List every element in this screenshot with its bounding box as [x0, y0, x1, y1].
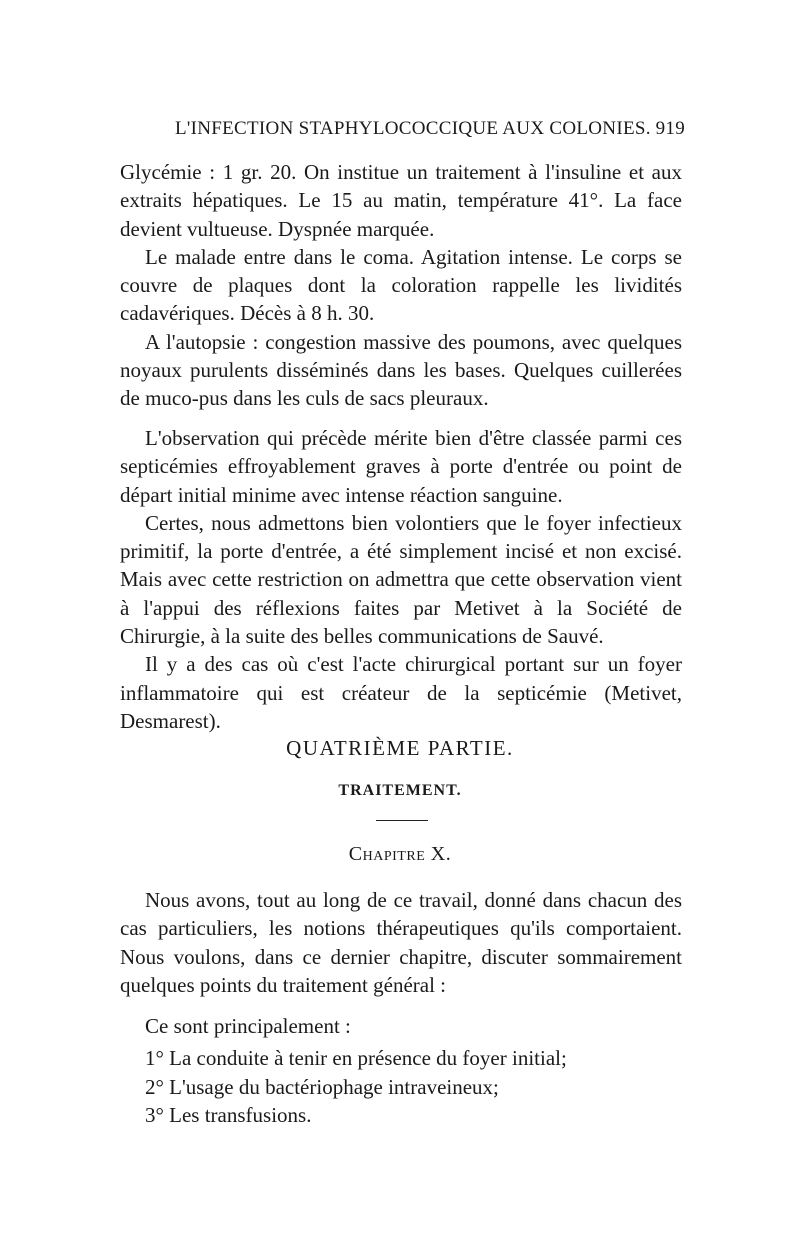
commentary-text	[120, 424, 682, 735]
paragraph: Il y a des cas où c'est l'acte chirurgical portant sur un foyer inflammatoire qui est créateur de la septicémie (Metivet, Desmarest).	[120, 652, 682, 733]
treatment-list	[145, 1044, 685, 1130]
list-item: 2° L'usage du bactériophage intraveineux;	[145, 1074, 499, 1099]
paragraph: Le malade entre dans le coma. Agitation intense. Le corps se couvre de plaques dont la coloration rappelle les lividités cadavériques. Décès à 8 h. 30.	[120, 244, 682, 326]
running-title: L'INFECTION STAPHYLOCOCCIQUE AUX COLONIES.	[175, 118, 651, 139]
list-intro: Ce sont principalement :	[145, 1014, 351, 1038]
paragraph: Nous avons, tout au long de ce travail, donné dans chacun des cas particuliers, les notions thérapeutiques qu'ils comportaient. Nous voulons, dans ce dernier chapitre, discuter sommairement quelques points du traitement général :	[120, 888, 682, 997]
list-item: 3° Les transfusions.	[145, 1103, 312, 1127]
page-number: 919	[655, 118, 685, 139]
paragraph: Glycémie : 1 gr. 20. On institue un traitement à l'insuline et aux extraits hépatiques. Le 15 au matin, température 41°. La face devient vultueuse. Dyspnée marquée.	[120, 160, 682, 241]
section-divider	[376, 820, 428, 821]
paragraph: L'observation qui précède mérite bien d'être classée parmi ces septicémies effroyablement graves à porte d'entrée ou point de départ initial minime avec intense réaction sanguine.	[120, 426, 682, 507]
paragraph: Certes, nous admettons bien volontiers que le foyer infectieux primitif, la porte d'entrée, a été simplement incisé et non excisé. Mais avec cette restriction on admettra que cette observation vient à l'appui des réflexions faites par Metivet à la Société de Chirurgie, à la suite des belles communications de Sauvé.	[120, 510, 682, 649]
case-report-text	[120, 158, 682, 413]
chapter-intro-text	[120, 886, 682, 999]
part-subheading: TRAITEMENT.	[338, 782, 462, 799]
list-item: 1° La conduite à tenir en présence du foyer initial;	[145, 1046, 567, 1070]
running-header	[175, 118, 685, 140]
paragraph: A l'autopsie : congestion massive des poumons, avec quelques noyaux purulents disséminés dans les bases. Quelques cuillerées de muco-pus dans les culs de sacs pleuraux.	[120, 329, 682, 411]
part-heading: QUATRIÈME PARTIE.	[286, 736, 514, 760]
chapter-heading: Chapitre X.	[348, 843, 452, 865]
